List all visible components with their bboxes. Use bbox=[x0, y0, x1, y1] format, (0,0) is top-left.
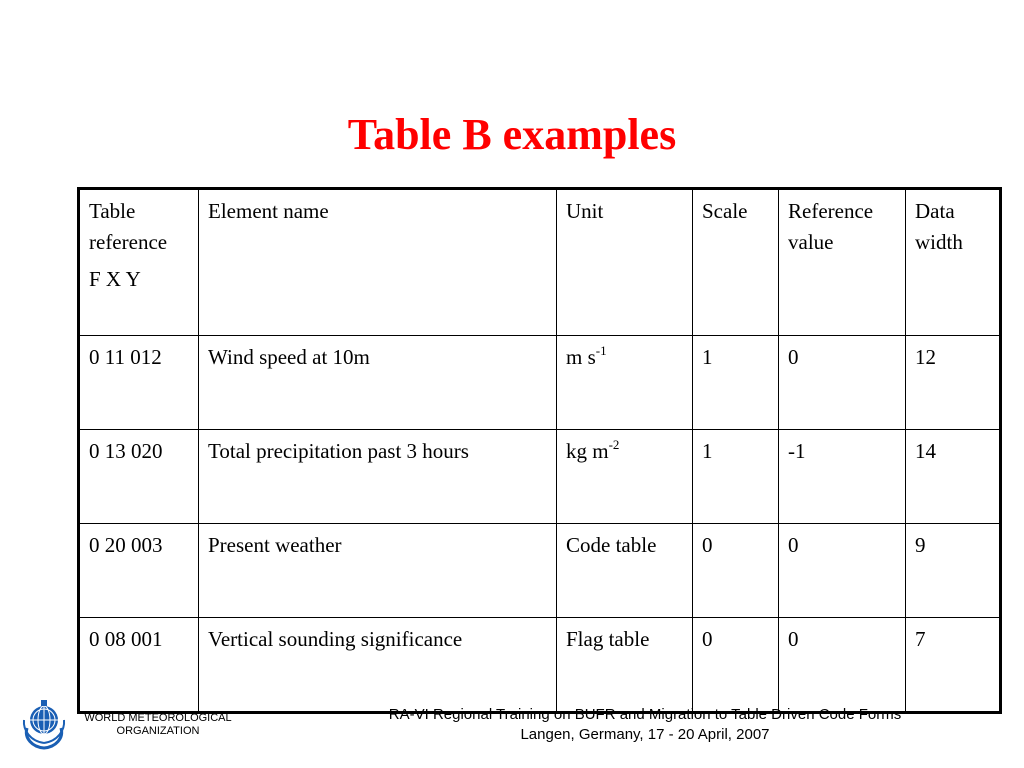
cell-element: Wind speed at 10m bbox=[199, 336, 557, 430]
unit-exponent: -1 bbox=[595, 343, 607, 358]
header-ref-line3: F X Y bbox=[89, 267, 141, 291]
cell-data-width: 9 bbox=[906, 524, 1001, 618]
cell-unit bbox=[557, 430, 693, 524]
cell-unit bbox=[557, 524, 693, 618]
footer-line2: Langen, Germany, 17 - 20 April, 2007 bbox=[520, 726, 770, 743]
slide-title: Table B examples bbox=[347, 110, 677, 159]
cell-scale: 1 bbox=[693, 430, 779, 524]
cell-data-width: 7 bbox=[906, 618, 1001, 713]
header-width-line2: width bbox=[915, 230, 963, 254]
table-row bbox=[79, 336, 1001, 430]
cell-data-width: 14 bbox=[906, 430, 1001, 524]
unit-base: kg m bbox=[566, 439, 609, 463]
header-refval-line2: value bbox=[788, 230, 834, 254]
cell-unit bbox=[557, 336, 693, 430]
header-unit: Unit bbox=[557, 189, 693, 336]
header-element-name: Element name bbox=[199, 189, 557, 336]
unit-base: m s bbox=[566, 345, 596, 369]
header-refval-line1: Reference bbox=[788, 199, 874, 223]
table-b bbox=[77, 187, 1002, 714]
table-row bbox=[79, 430, 1001, 524]
cell-element: Total precipitation past 3 hours bbox=[199, 430, 557, 524]
cell-ref-value: 0 bbox=[779, 524, 906, 618]
cell-unit bbox=[557, 618, 693, 713]
cell-scale: 0 bbox=[693, 618, 779, 713]
table-row bbox=[79, 618, 1001, 713]
wmo-globe-logo-icon bbox=[18, 698, 70, 750]
table-row bbox=[79, 524, 1001, 618]
unit-base: Flag table bbox=[566, 627, 650, 651]
cell-ref-value: 0 bbox=[779, 618, 906, 713]
unit-base: Code table bbox=[566, 533, 657, 557]
unit-exponent: -2 bbox=[608, 437, 620, 452]
footer-line1: RA-VI Regional Training on BUFR and Migration to Table Driven Code Forms bbox=[388, 706, 902, 723]
cell-data-width: 12 bbox=[906, 336, 1001, 430]
header-table-reference bbox=[79, 189, 199, 336]
cell-ref: 0 20 003 bbox=[79, 524, 199, 618]
header-data-width bbox=[906, 189, 1001, 336]
cell-element: Vertical sounding significance bbox=[199, 618, 557, 713]
header-scale: Scale bbox=[693, 189, 779, 336]
cell-ref: 0 13 020 bbox=[79, 430, 199, 524]
cell-scale: 0 bbox=[693, 524, 779, 618]
cell-ref-value: 0 bbox=[779, 336, 906, 430]
table-header-row bbox=[79, 189, 1001, 336]
header-ref-line2: reference bbox=[89, 230, 168, 254]
header-reference-value bbox=[779, 189, 906, 336]
cell-scale: 1 bbox=[693, 336, 779, 430]
cell-ref-value: -1 bbox=[779, 430, 906, 524]
cell-ref: 0 08 001 bbox=[79, 618, 199, 713]
header-ref-line1: Table bbox=[89, 199, 136, 223]
header-width-line1: Data bbox=[915, 199, 955, 223]
org-line1: WORLD METEOROLOGICAL bbox=[84, 712, 232, 724]
org-line2: ORGANIZATION bbox=[116, 725, 200, 737]
cell-element: Present weather bbox=[199, 524, 557, 618]
cell-ref: 0 11 012 bbox=[79, 336, 199, 430]
wmo-organization-name bbox=[78, 712, 238, 738]
footer-event-info bbox=[340, 705, 950, 745]
